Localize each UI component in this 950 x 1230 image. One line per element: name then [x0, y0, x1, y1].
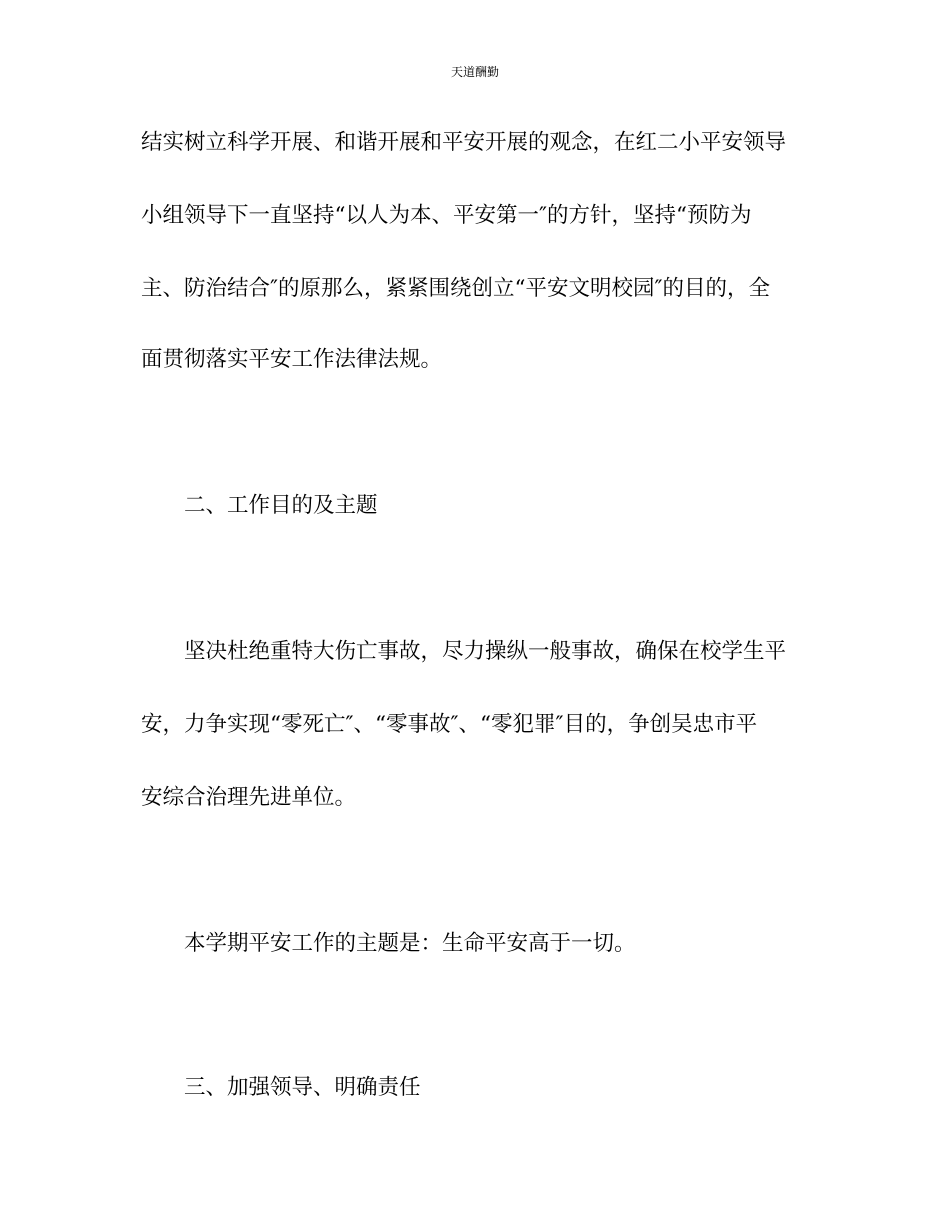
intro-paragraph-line-3: 主、防治结合″的原那么，紧紧围绕创立“平安文明校园″的目的，全	[141, 276, 771, 301]
intro-paragraph-line-4: 面贯彻落实平安工作法律法规。	[141, 347, 443, 372]
goal-paragraph-line-1: 坚决杜绝重特大伤亡事故，尽力操纵一般事故，确保在校学生平	[184, 639, 787, 664]
section-3-heading: 三、加强领导、明确责任	[184, 1075, 421, 1100]
theme-paragraph: 本学期平安工作的主题是：生命平安高于一切。	[184, 931, 636, 956]
page-header: 天道酬勤	[450, 65, 499, 79]
goal-paragraph-line-3: 安综合治理先进单位。	[141, 785, 357, 810]
goal-paragraph-line-2: 安，力争实现“零死亡″、“零事故″、“零犯罪″目的，争创吴忠市平	[141, 712, 758, 737]
section-2-heading: 二、工作目的及主题	[184, 493, 378, 518]
intro-paragraph-line-2: 小组领导下一直坚持“以人为本、平安第一″的方针，坚持“预防为	[141, 203, 752, 228]
intro-paragraph-line-1: 结实树立科学开展、和谐开展和平安开展的观念，在红二小平安领导	[141, 130, 787, 155]
